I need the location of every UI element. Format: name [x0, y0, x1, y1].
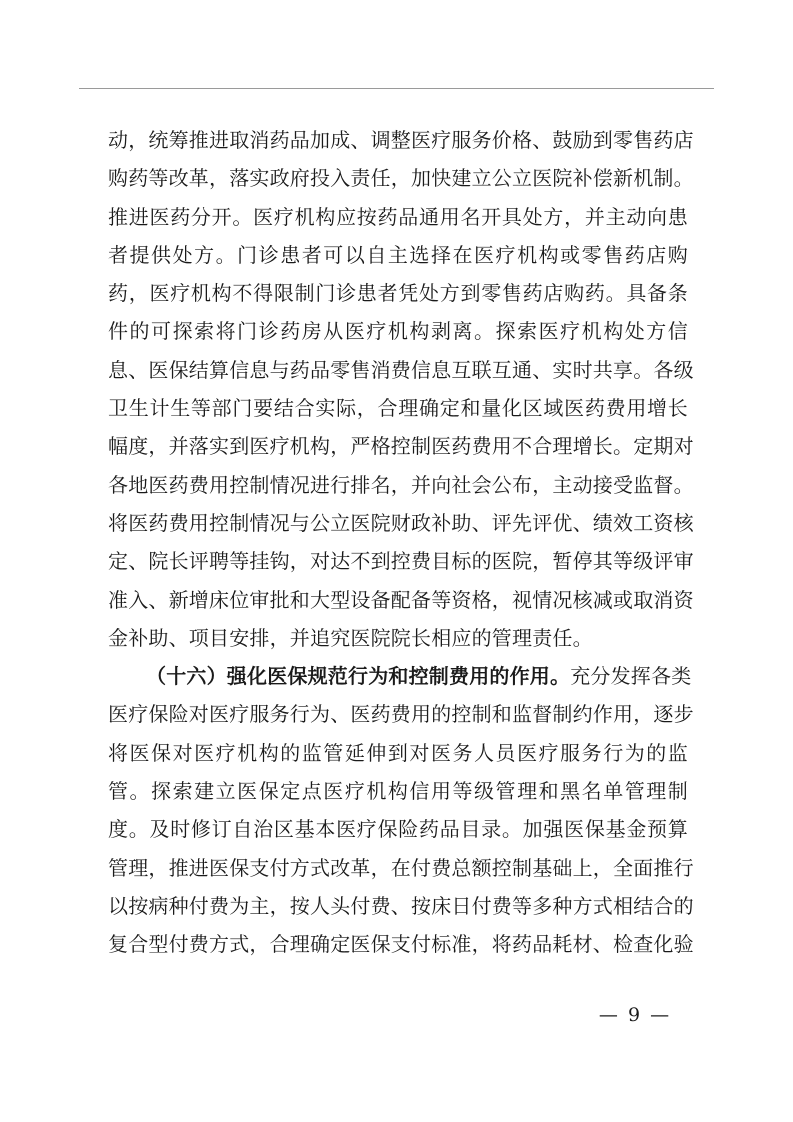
paragraph-line: 各地医药费用控制情况进行排名，并向社会公布，主动接受监督。	[108, 472, 694, 497]
section-line: 管理，推进医保支付方式改革，在付费总额控制基础上，全面推行	[108, 855, 694, 880]
section-line: 以按病种付费为主，按人头付费、按床日付费等多种方式相结合的	[108, 893, 694, 918]
paragraph-line: 件的可探索将门诊药房从医疗机构剥离。探索医疗机构处方信	[108, 319, 688, 344]
section-line: 管。探索建立医保定点医疗机构信用等级管理和黑名单管理制	[108, 779, 688, 804]
paragraph-line: 购药等改革，落实政府投入责任，加快建立公立医院补偿新机制。	[108, 166, 694, 191]
paragraph-line: 卫生计生等部门要结合实际，合理确定和量化区域医药费用增长	[108, 396, 688, 421]
section-line: 医疗保险对医疗服务行为、医药费用的控制和监督制约作用，逐步	[108, 702, 694, 727]
paragraph-line: 息、医保结算信息与药品零售消费信息互联互通、实时共享。各级	[108, 357, 694, 382]
paragraph-line: 药，医疗机构不得限制门诊患者凭处方到零售药店购药。具备条	[108, 281, 688, 306]
paragraph-line: 动，统筹推进取消药品加成、调整医疗服务价格、鼓励到零售药店	[108, 128, 694, 152]
paragraph-line: 准入、新增床位审批和大型设备配备等资格，视情况核减或取消资	[108, 587, 694, 612]
paragraph-line: 定、院长评聘等挂钩，对达不到控费目标的医院，暂停其等级评审	[108, 549, 694, 574]
section-first-line-text: 充分发挥各类	[570, 664, 692, 689]
paragraph-line: 幅度，并落实到医疗机构，严格控制医药费用不合理增长。定期对	[108, 434, 694, 459]
section-line: 将医保对医疗机构的监管延伸到对医务人员医疗服务行为的监	[108, 740, 688, 765]
page-number: — 9 —	[598, 1004, 672, 1026]
section-line: 复合型付费方式，合理确定医保支付标准，将药品耗材、检查化验	[108, 932, 694, 957]
section-line: 度。及时修订自治区基本医疗保险药品目录。加强医保基金预算	[108, 817, 688, 842]
paragraph-line: 将医药费用控制情况与公立医院财政补助、评先评优、绩效工资核	[108, 510, 694, 535]
paragraph-line: 金补助、项目安排，并追究医院院长相应的管理责任。	[108, 625, 593, 650]
header-rule	[79, 88, 714, 89]
section-first-line	[108, 657, 692, 695]
section-heading: （十六）强化医保规范行为和控制费用的作用。	[146, 664, 571, 689]
paragraph-line: 者提供处方。门诊患者可以自主选择在医疗机构或零售药店购	[108, 242, 688, 267]
paragraph-line: 推进医药分开。医疗机构应按药品通用名开具处方，并主动向患	[108, 204, 688, 229]
document-body	[108, 121, 694, 964]
